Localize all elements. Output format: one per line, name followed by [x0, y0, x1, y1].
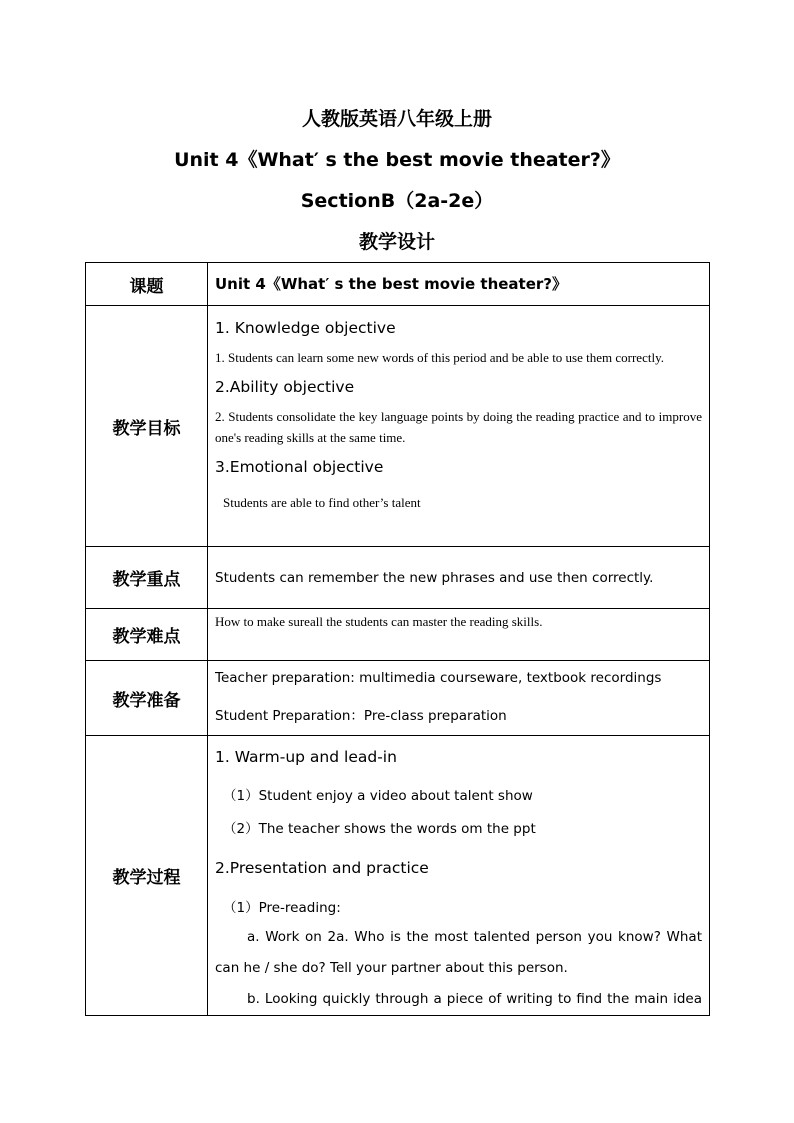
row-preparation	[86, 661, 710, 736]
student-preparation: Student Preparation：Pre-class preparation	[215, 708, 507, 724]
label-objectives: 教学目标	[86, 306, 208, 547]
label-process: 教学过程	[86, 736, 208, 1016]
label-topic: 课题	[86, 263, 208, 306]
preparation-cell	[208, 661, 710, 736]
pre-reading-item-a-cont: can he / she do? Tell your partner about this person.	[215, 960, 568, 976]
row-topic	[86, 263, 710, 306]
row-objectives	[86, 306, 710, 547]
key-points-cell	[208, 547, 710, 609]
presentation-title: 2.Presentation and practice	[215, 859, 429, 877]
warmup-title: 1. Warm-up and lead-in	[215, 748, 397, 766]
label-preparation: 教学准备	[86, 661, 208, 736]
pre-reading-item-b: b. Looking quickly through a piece of writing to find the main idea	[247, 991, 702, 1007]
pre-reading-label: （1）Pre-reading:	[223, 900, 341, 916]
label-key-points: 教学重点	[86, 547, 208, 609]
key-points-text: Students can remember the new phrases and use then correctly.	[215, 569, 654, 586]
knowledge-objective-title: 1. Knowledge objective	[215, 319, 396, 337]
row-process	[86, 736, 710, 1016]
emotional-objective-text: Students are able to find other’s talent	[223, 495, 421, 510]
row-difficulties	[86, 609, 710, 661]
pre-reading-item-a: a. Work on 2a. Who is the most talented person you know? What	[247, 929, 702, 945]
doc-title-unit: Unit 4《What′ s the best movie theater?》	[174, 149, 620, 171]
topic-value: Unit 4《What′ s the best movie theater?》	[215, 275, 567, 293]
difficulties-text: How to make sureall the students can master the reading skills.	[215, 614, 543, 629]
doc-title-design: 教学设计	[358, 231, 435, 253]
label-difficulties: 教学难点	[86, 609, 208, 661]
difficulties-cell	[208, 609, 710, 661]
emotional-objective-title: 3.Emotional objective	[215, 458, 384, 476]
objectives-cell	[208, 306, 710, 547]
ability-objective-text: 2. Students consolidate the key language points by doing the reading practice and to improve one's reading skills at the same time.	[215, 409, 702, 445]
warmup-item-1: （1）Student enjoy a video about talent show	[223, 788, 533, 804]
knowledge-objective-text: 1. Students can learn some new words of this period and be able to use them correctly.	[215, 350, 664, 365]
ability-objective-title: 2.Ability objective	[215, 378, 355, 396]
doc-title-section: SectionB（2a-2e）	[300, 190, 494, 212]
teacher-preparation: Teacher preparation: multimedia courseware, textbook recordings	[215, 670, 662, 686]
process-cell	[208, 736, 710, 1016]
warmup-item-2: （2）The teacher shows the words om the ppt	[223, 821, 536, 837]
lesson-plan-table	[85, 262, 710, 1016]
row-key-points	[86, 547, 710, 609]
doc-title-textbook: 人教版英语八年级上册	[301, 108, 492, 130]
topic-cell	[208, 263, 710, 306]
